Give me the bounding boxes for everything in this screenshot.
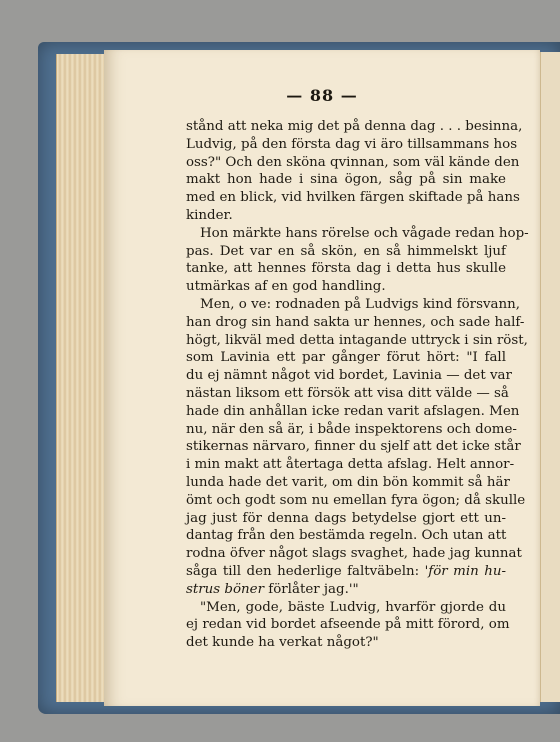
text-line: det kunde ha verkat något?" [186,635,379,651]
body-text [186,118,529,652]
text-line: kinder. [186,207,233,223]
text-line: med en blick, vid hvilken färgen skiftade på hans [186,190,520,206]
text-line: han drog sin hand sakta ur hennes, och sade half- [186,314,525,330]
text-line: nu, när den så är, i både inspektorens och dome- [186,421,517,437]
book-page [104,50,540,706]
text-line: såga till den hederlige faltväbeln: 'för min hu- [186,563,506,579]
text-line: högt, likväl med detta intagande uttryck i sin röst, [186,332,528,348]
text-line: ömt och godt som nu emellan fyra ögon; då skulle [186,492,526,508]
text-line: strus böner förlåter jag.'" [186,581,359,597]
text-line: dantag från den bestämda regeln. Och utan att [186,528,507,544]
text-line: stånd att neka mig det på denna dag . . . besinna, [186,119,523,134]
text-line: Hon märkte hans rörelse och vågade redan hop- [200,225,529,241]
text-line: ej redan vid bordet afseende på mitt förord, om [186,617,510,633]
text-line: Ludvig, på den första dag vi äro tillsammans hos [186,136,518,152]
text-line: oss?" Och den sköna qvinnan, som väl kände den [186,154,520,170]
text-line: tanke, att hennes första dag i detta hus skulle [186,261,506,277]
text-line: som Lavinia ett par gånger förut hört: "I fall [186,350,506,366]
text-line: "Men, gode, bäste Ludvig, hvarför gjorde du [200,599,506,615]
text-line: Men, o ve: rodnaden på Ludvigs kind försvann, [200,296,521,312]
text-line: i min makt att återtaga detta afslag. Helt annor- [186,457,515,473]
text-line: utmärkas af en god handling. [186,279,386,295]
page-number: — 88 — [286,86,358,105]
text-line: pas. Det var en så skön, en så himmelskt ljuf [186,243,506,259]
text-line: lunda hade det varit, om din bön kommit så här [186,474,510,490]
page-edges [56,54,111,702]
text-line: hade din anhållan icke redan varit afslagen. Men [186,403,520,419]
next-page-edge [540,52,560,702]
text-line: nästan liksom ett försök att visa ditt välde — så [186,385,509,401]
text-line: stikernas närvaro, finner du sjelf att det icke står [186,439,521,455]
text-line: jag just för denna dags betydelse gjort ett un- [186,510,506,526]
text-line: du ej nämnt något vid bordet, Lavinia — det var [186,368,512,384]
text-line: rodna öfver något slags svaghet, hade jag kunnat [186,546,522,562]
text-line: makt hon hade i sina ögon, såg på sin make [186,172,506,188]
